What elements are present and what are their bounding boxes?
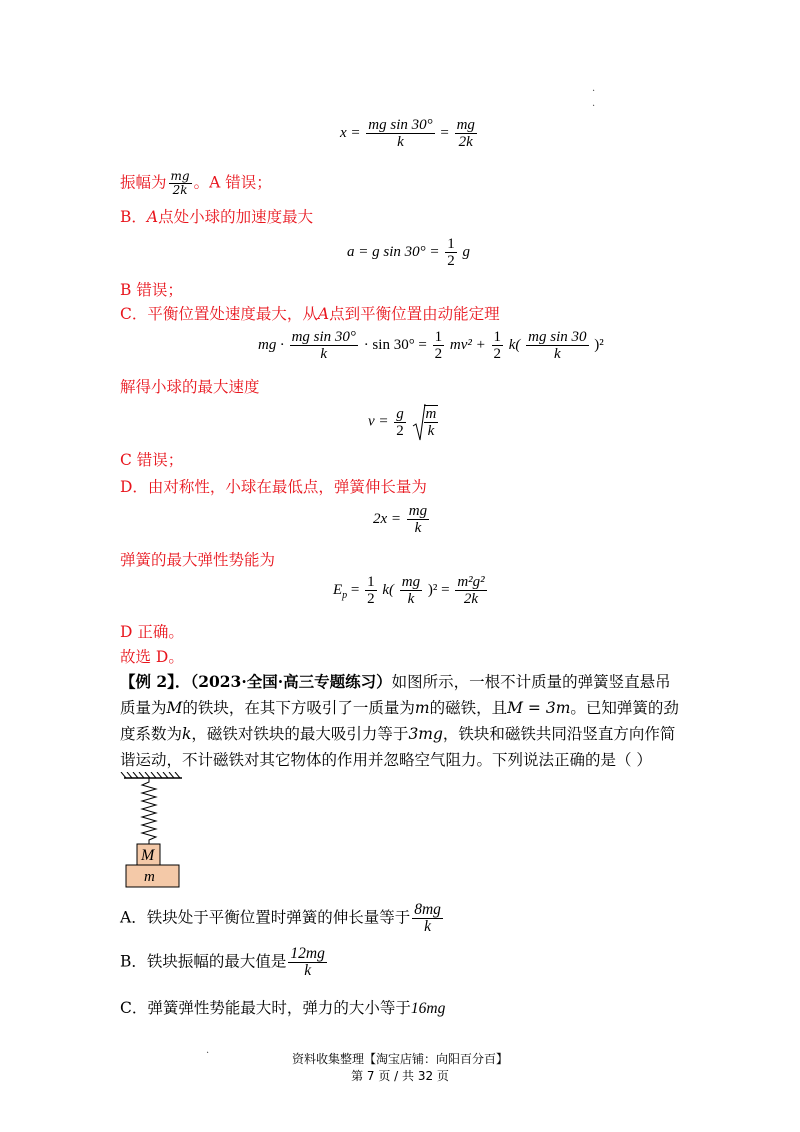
d-right-line: D 正确。 [120,623,184,641]
equation-ep: $E_p$ = $\frac{1}{2}$ k( $\frac{mg}{k}$ )² = $\frac{\text{m²g²}}{2k}$ [333,574,485,607]
equation-x: x = $\frac{\text{mg sin 30°}}{k}$ = $\frac{mg}{2k}$ [340,117,475,150]
choose-line: 故选 D。 [120,648,184,666]
b-wrong-line: B 错误； [120,281,183,299]
stray-dot: · [206,1048,210,1059]
equation-v: v = $\frac{g}{2}$ $\frac{m}{k}$ [368,402,440,442]
option-c: C．弹簧弹性势能最大时，弹力的大小等于16mg [120,999,446,1017]
option-c-analysis: C．平衡位置处速度最大，从A点到平衡位置由动能定理 [120,305,500,323]
solve-line: 解得小球的最大速度 [120,378,260,396]
stray-dot: · [592,101,596,112]
page-number: 第 7 页 / 共 32 页 [351,1069,449,1083]
ep-line: 弹簧的最大弹性势能为 [120,551,276,569]
equation-a: a = g sin 30° = $\frac{1}{2}$ g [347,236,470,269]
equation-energy: mg · $\frac{\text{mg sin 30°}}{k}$ · sin 30° = $\frac{1}{2}$ mv² + $\frac{1}{2}$ k( $\frac{\text{mg sin 30}}{k}$ )² [258,329,604,362]
equation-2x: 2x = $\frac{mg}{k}$ [373,503,428,536]
c-wrong-line: C 错误； [120,451,184,469]
footer-source: 资料收集整理【淘宝店铺：向阳百分百】 [291,1052,508,1066]
option-b: B．铁块振幅的最大值是 $\frac{12mg}{k}$ [120,945,325,979]
example-2-question: 【例 2】．（2023·全国·高三专题练习）如图所示，一根不计质量的弹簧竖直悬吊质量为M的铁块，在其下方吸引了一质量为m的磁铁，且M = 3m。已知弹簧的劲度系数为k，磁铁对铁块的最大吸引力等于3mg，铁块和磁铁共同沿竖直方向作简谐运动，不计磁铁对其它物体的作用并忽略空气阻力。下列说法正确的是（ ） [120,672,679,769]
label-m: m [144,869,155,885]
spring [142,778,156,844]
spring-figure [120,772,190,890]
option-b-analysis: B．A点处小球的加速度最大 [120,208,314,226]
option-a: A．铁块处于平衡位置时弹簧的伸长量等于 $\frac{8mg}{k}$ [120,901,441,935]
option-d-analysis: D．由对称性，小球在最低点，弹簧伸长量为 [120,478,427,496]
label-M: M [141,847,155,864]
amplitude-line: 振幅为 $\frac{mg}{2k}$ 。A 错误； [120,169,272,197]
stray-dot: · [592,86,596,97]
